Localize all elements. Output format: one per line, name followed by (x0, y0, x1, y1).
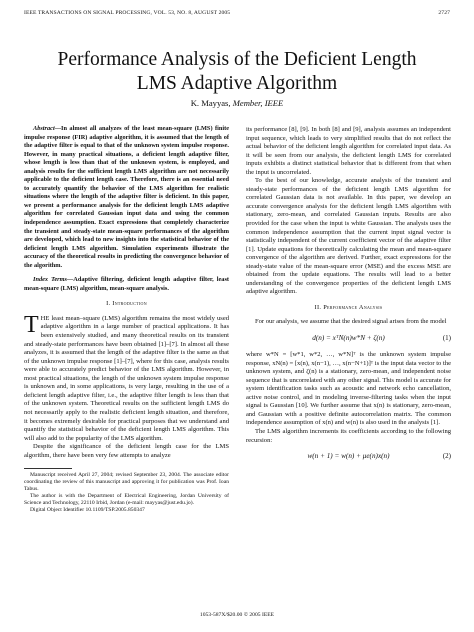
equation-2-number: (2) (442, 452, 451, 461)
right-paragraph-5: The LMS algorithm increments its coefficients according to the following recursion: (246, 427, 451, 444)
title-line-1: Performance Analysis of the Deficient Length (57, 49, 417, 70)
right-column (246, 126, 451, 469)
footnotes (24, 472, 229, 514)
equation-1-body: d(n) = xᵀN(n)w*N + ζ(n) (312, 334, 385, 343)
footnote-rule (24, 468, 72, 469)
index-terms (24, 276, 229, 293)
left-column (24, 125, 229, 514)
abstract (24, 125, 229, 270)
right-paragraph-4: where w*N = [w*1, w*2, …, w*N]ᵀ is the unknown system impulse response, xN(n) = [x(n), x(n−1), …, x(n−N+1)]ᵀ is the input data vector to the unknown system, and ζ(n) is a stationary, zero-mean, and independent noise sequence that is uncorrelated with any other signal. This model is accurate for system identification tasks such as acoustic and network echo cancellation, active noise control, and in modeling inverse-filtering tasks when the input signal is Gaussian [10]. We further assume that x(n) is stationary, zero-mean, and Gaussian with a positive definite autocorrelation matrix. The common independence assumption of x(n) and w(n) is also used in the analysis [1]. (246, 351, 451, 427)
drop-cap: T (24, 311, 39, 338)
right-paragraph-1: its performance [8], [9]. In both [8] and [9], analysis assumes an independent input sequence, which leads to very simplified results that do not reflect the actual behavior of the deficient length algorithm for correlated input data. As it will be seen from our analysis, the deficient length LMS for correlated inputs exhibits a distinct statistical behavior that is different from that when the input is uncorrelated. (246, 126, 451, 176)
abstract-text: In almost all analyzes of the least mean-square (LMS) finite impulse response (FIR) adaptive algorithm, it is assumed that the length of the adaptive filter is equal to that of the unknown system impulse response. However, in many practical situations, a deficient length adaptive filter, whose length is less than that of the unknown system, is employed, and analysis results for the sufficient length LMS algorithm are not necessarily applicable to the deficient length case. Therefore, there is an essential need to accurately quantify the behavior of the LMS algorithm for realistic situations where the length of the adaptive filter is deficient. In this paper, we present a performance analysis for the deficient length LMS adaptive algorithm for correlated Gaussian input data and using the common independence assumption. Exact expressions that completely characterize the transient and steady-state mean-square performances of the algorithm are developed, which lead to new insights into the statistical behavior of the deficient length LMS algorithm. Simulation experiments illustrate the accuracy of the theoretical results in predicting the convergence behavior of the algorithm. (24, 125, 229, 269)
abstract-label: Abstract— (33, 125, 61, 132)
index-terms-label: Index Terms— (33, 276, 74, 284)
right-paragraph-3: For our analysis, we assume that the desired signal arises from the model (255, 318, 447, 326)
page-number: 2727 (438, 10, 450, 16)
journal-header: IEEE TRANSACTIONS ON SIGNAL PROCESSING, VOL. 53, NO. 8, AUGUST 2005 (24, 10, 231, 16)
author-line (0, 98, 474, 108)
right-paragraph-2: To the best of our knowledge, accurate analysis of the transient and steady-state performances of the deficient length LMS algorithm for correlated Gaussian data is not available. In this paper, we develop an accurate convergence analysis for the deficient length LMS algorithm with stationary, zero-mean, and correlated Gaussian inputs. Results are also provided for the case when the input is white Gaussian. The analysis uses the common independence assumption that the current input signal vector is statistically independent of the current coefficient vector of the adaptive filter [1]. Update equations for theoretically calculating the mean and mean-square convergence of the algorithm are derived. Further, exact expressions for the steady-state value of the mean-square error (MSE) and the excess MSE are obtained from the update equations. The results will lead to a better understanding of the convergence properties of the deficient length LMS adaptive algorithm. (246, 177, 451, 296)
author-name: K. Mayyas, (190, 98, 231, 108)
intro-paragraph-1-text: HE least mean–square (LMS) algorithm remains the most widely used adaptive algorithm in a large number of practical applications. It has been extensively studied, and many theoretical results on its transient and steady-state performances have been obtained [1]–[7]. In almost all these analyzes, it is assumed that the length of the adaptive filter is the same as that of the unknown impulse response [1]–[7], where for this case, analysis results were able to accurately predict behavior of the LMS algorithm. However, in most practical situations, the length of the unknown system impulse response is unknown and, in some applications, is very large, resulting in the use of a deficient length adaptive filter, i.e., the adaptive filter length is less than that of the unknown system. Theoretical results on the sufficient length LMS do not necessarily apply to the realistic deficient length situation, and therefore, it becomes extremely desirable for practical purposes that we understand and quantify the statistical behavior of the deficient length LMS algorithm. This will also add to the popularity of the LMS algorithm. (24, 314, 229, 442)
author-role: Member, IEEE (232, 98, 284, 108)
footnote-affiliation: The author is with the Department of Electrical Engineering, Jordan University of Science and Technology, 22110 Irbid, Jordan (e-mail: mayyas@just.edu.jo). (24, 493, 229, 507)
section-2-heading: II. Performance Analysis (314, 303, 383, 311)
footnote-doi: Digital Object Identifier 10.1109/TSP.2005.850347 (30, 507, 145, 514)
footnote-received: Manuscript received April 27, 2004; revised September 23, 2004. The associate editor coordinating the review of this manuscript and approving it for publication was Prof. Ioan Tabus. (24, 472, 229, 493)
copyright-footer: 1053-587X/$20.00 © 2005 IEEE (199, 612, 275, 618)
equation-1-number: (1) (442, 334, 451, 343)
section-1-heading: I. Introduction (106, 300, 147, 308)
equation-1 (246, 331, 451, 347)
paper-title (0, 48, 474, 96)
title-line-2: LMS Adaptive Algorithm (136, 73, 338, 94)
equation-2-body: w(n + 1) = w(n) + μe(n)x(n) (307, 452, 390, 461)
index-terms-text: Adaptive filtering, deficient length adaptive filter, least mean-square (LMS) algorithm, mean-square analysis. (24, 276, 229, 292)
running-header (24, 10, 450, 16)
intro-paragraph-2: Despite the significance of the deficient length case for the LMS algorithm, there have been very few attempts to analyze (24, 443, 229, 459)
intro-paragraph-1 (24, 311, 229, 443)
equation-2 (246, 449, 451, 465)
